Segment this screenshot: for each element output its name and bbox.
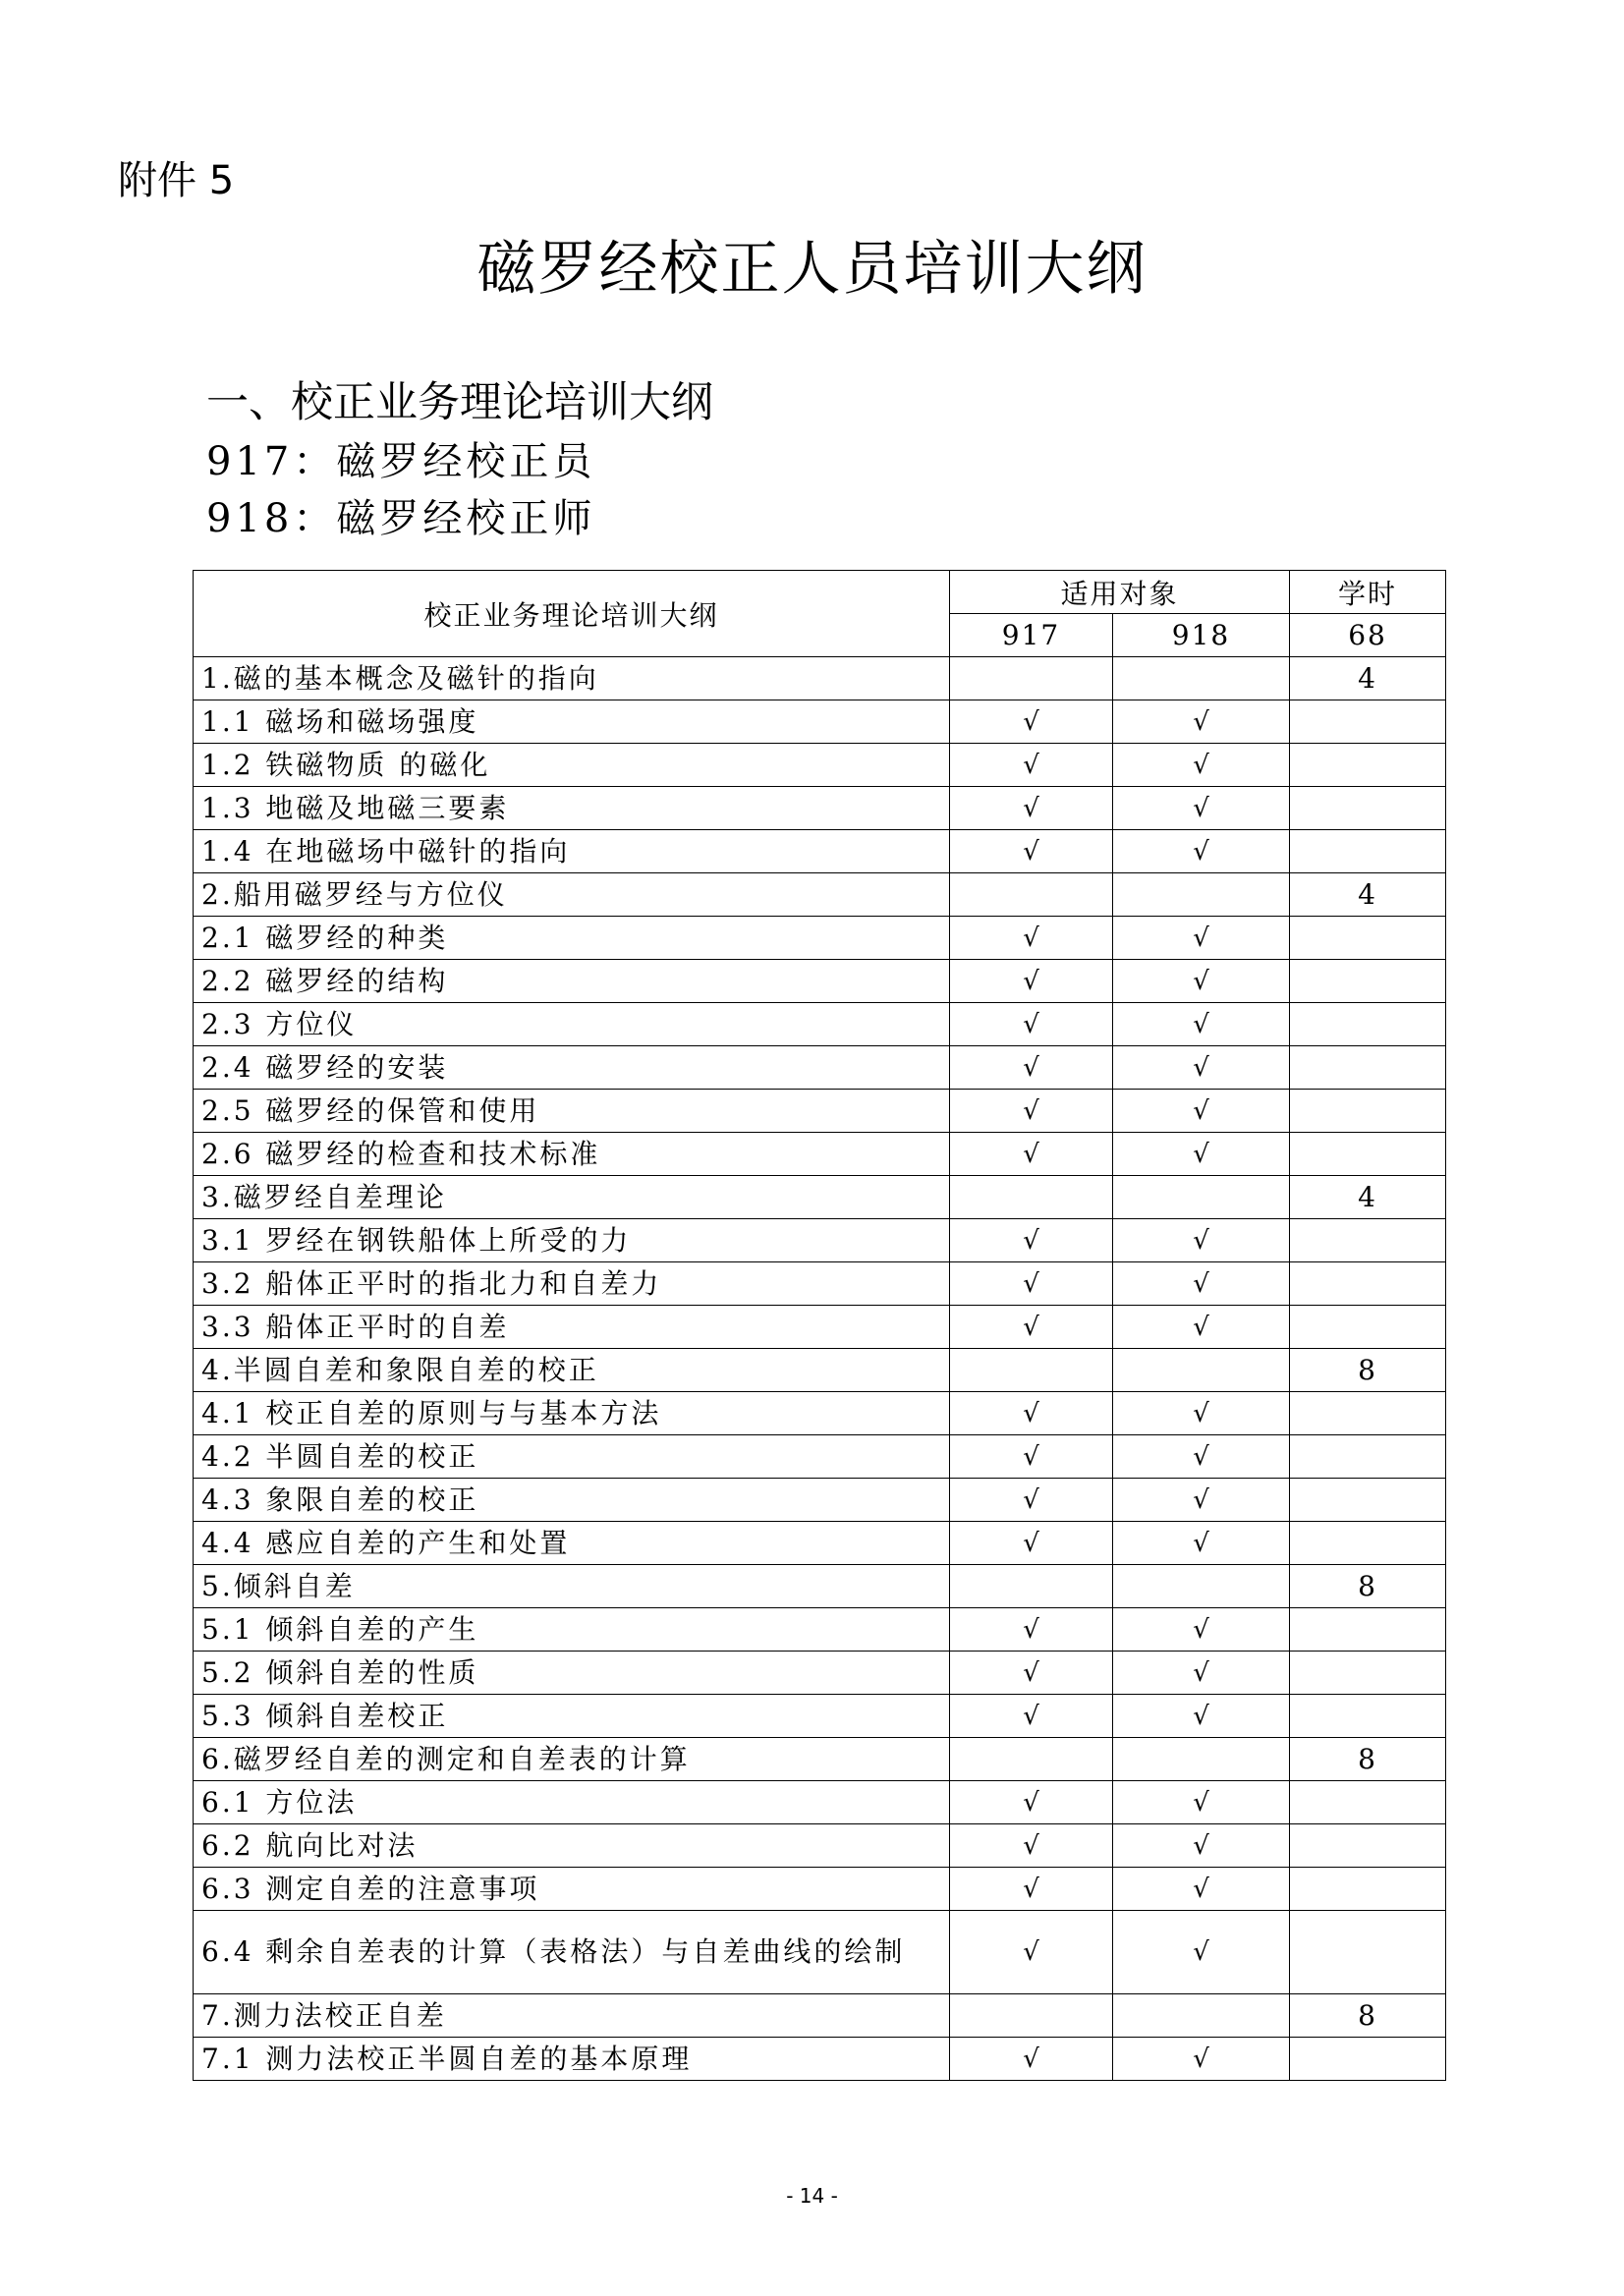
cell-918: √	[1113, 1046, 1290, 1090]
hours-cell	[1290, 1695, 1446, 1738]
cell-917	[950, 1738, 1113, 1781]
cell-917: √	[950, 1695, 1113, 1738]
hours-cell	[1290, 1781, 1446, 1824]
topic-cell: 2.船用磁罗经与方位仪	[194, 873, 950, 917]
hours-cell: 4	[1290, 1176, 1446, 1219]
document-title: 磁罗经校正人员培训大纲	[476, 235, 1148, 304]
cell-918	[1113, 1738, 1290, 1781]
topic-cell: 1.2 铁磁物质 的磁化	[194, 744, 950, 787]
page-number: - 14 -	[786, 2184, 838, 2208]
hours-cell	[1290, 700, 1446, 744]
cell-918: √	[1113, 744, 1290, 787]
header-hours: 学时	[1290, 571, 1446, 614]
cell-918: √	[1113, 1392, 1290, 1435]
cell-917: √	[950, 1781, 1113, 1824]
cell-918: √	[1113, 1652, 1290, 1695]
cell-918: √	[1113, 917, 1290, 960]
cell-918: √	[1113, 1695, 1290, 1738]
table-row	[194, 960, 1446, 1003]
cell-917: √	[950, 1392, 1113, 1435]
cell-918: √	[1113, 1003, 1290, 1046]
hours-cell	[1290, 1608, 1446, 1652]
hours-cell: 8	[1290, 1349, 1446, 1392]
topic-cell: 6.1 方位法	[194, 1781, 950, 1824]
cell-918: √	[1113, 1435, 1290, 1479]
table-row	[194, 830, 1446, 873]
table-row	[194, 873, 1446, 917]
cell-918: √	[1113, 1608, 1290, 1652]
cell-917: √	[950, 2038, 1113, 2081]
cell-917: √	[950, 830, 1113, 873]
topic-cell: 1.3 地磁及地磁三要素	[194, 787, 950, 830]
hours-cell: 8	[1290, 1565, 1446, 1608]
hours-cell	[1290, 1522, 1446, 1565]
topic-cell: 2.4 磁罗经的安装	[194, 1046, 950, 1090]
table-row	[194, 1003, 1446, 1046]
topic-cell: 5.3 倾斜自差校正	[194, 1695, 950, 1738]
table-row	[194, 1824, 1446, 1868]
topic-cell: 6.2 航向比对法	[194, 1824, 950, 1868]
hours-cell	[1290, 830, 1446, 873]
cell-917	[950, 1565, 1113, 1608]
cell-918: √	[1113, 1219, 1290, 1262]
table-row	[194, 787, 1446, 830]
cell-918: √	[1113, 2038, 1290, 2081]
hours-cell	[1290, 917, 1446, 960]
topic-cell: 5.2 倾斜自差的性质	[194, 1652, 950, 1695]
table-row	[194, 1652, 1446, 1695]
topic-cell: 1.4 在地磁场中磁针的指向	[194, 830, 950, 873]
hours-cell	[1290, 1262, 1446, 1306]
cell-917: √	[950, 1003, 1113, 1046]
hours-cell: 4	[1290, 873, 1446, 917]
topic-cell: 1.磁的基本概念及磁针的指向	[194, 657, 950, 700]
syllabus-table	[193, 570, 1446, 2081]
topic-cell: 3.3 船体正平时的自差	[194, 1306, 950, 1349]
topic-cell: 4.4 感应自差的产生和处置	[194, 1522, 950, 1565]
cell-918: √	[1113, 960, 1290, 1003]
hours-cell	[1290, 960, 1446, 1003]
cell-918: √	[1113, 700, 1290, 744]
cell-917: √	[950, 1824, 1113, 1868]
table-row	[194, 700, 1446, 744]
table-row	[194, 1911, 1446, 1994]
cell-918	[1113, 1349, 1290, 1392]
topic-cell: 4.半圆自差和象限自差的校正	[194, 1349, 950, 1392]
hours-cell	[1290, 1868, 1446, 1911]
cell-917: √	[950, 744, 1113, 787]
cell-918: √	[1113, 1911, 1290, 1994]
cell-917: √	[950, 1046, 1113, 1090]
hours-cell	[1290, 1479, 1446, 1522]
section-heading: 一、校正业务理论培训大纲	[206, 378, 713, 427]
hours-cell	[1290, 1392, 1446, 1435]
cell-917	[950, 1176, 1113, 1219]
header-applicable: 适用对象	[950, 571, 1290, 614]
topic-cell: 4.3 象限自差的校正	[194, 1479, 950, 1522]
table-row	[194, 2038, 1446, 2081]
table-row	[194, 1262, 1446, 1306]
cell-918: √	[1113, 1522, 1290, 1565]
cell-917: √	[950, 1652, 1113, 1695]
hours-cell: 8	[1290, 1994, 1446, 2038]
cell-917: √	[950, 1608, 1113, 1652]
table-row	[194, 1565, 1446, 1608]
table-row	[194, 1219, 1446, 1262]
hours-cell	[1290, 1435, 1446, 1479]
table-row	[194, 1479, 1446, 1522]
table-row	[194, 1046, 1446, 1090]
cell-917: √	[950, 1090, 1113, 1133]
topic-cell: 7.测力法校正自差	[194, 1994, 950, 2038]
hours-cell	[1290, 1911, 1446, 1994]
table-row	[194, 1349, 1446, 1392]
cell-917: √	[950, 700, 1113, 744]
topic-cell: 1.1 磁场和磁场强度	[194, 700, 950, 744]
hours-cell	[1290, 2038, 1446, 2081]
hours-cell	[1290, 1003, 1446, 1046]
table-row	[194, 917, 1446, 960]
table-row	[194, 1738, 1446, 1781]
hours-cell: 4	[1290, 657, 1446, 700]
cell-917: √	[950, 1262, 1113, 1306]
cell-918	[1113, 1176, 1290, 1219]
hours-cell	[1290, 1046, 1446, 1090]
table-row	[194, 744, 1446, 787]
hours-cell	[1290, 787, 1446, 830]
header-918: 918	[1113, 614, 1290, 657]
topic-cell: 4.1 校正自差的原则与与基本方法	[194, 1392, 950, 1435]
hours-cell	[1290, 1306, 1446, 1349]
hours-cell	[1290, 744, 1446, 787]
topic-cell: 2.3 方位仪	[194, 1003, 950, 1046]
table-row	[194, 1695, 1446, 1738]
table-row	[194, 1608, 1446, 1652]
cell-917: √	[950, 1911, 1113, 1994]
cell-917: √	[950, 1306, 1113, 1349]
header-917: 917	[950, 614, 1113, 657]
topic-cell: 6.3 测定自差的注意事项	[194, 1868, 950, 1911]
topic-cell: 5.倾斜自差	[194, 1565, 950, 1608]
cell-917: √	[950, 1479, 1113, 1522]
topic-cell: 2.6 磁罗经的检查和技术标准	[194, 1133, 950, 1176]
cell-917: √	[950, 1219, 1113, 1262]
cell-918: √	[1113, 1133, 1290, 1176]
cell-918	[1113, 1565, 1290, 1608]
syllabus-body	[194, 657, 1446, 2081]
cell-917	[950, 1349, 1113, 1392]
cell-918	[1113, 657, 1290, 700]
cell-918	[1113, 1994, 1290, 2038]
code-918-description: 918：磁罗经校正师	[206, 496, 596, 541]
cell-918: √	[1113, 1090, 1290, 1133]
topic-cell: 6.磁罗经自差的测定和自差表的计算	[194, 1738, 950, 1781]
cell-918: √	[1113, 787, 1290, 830]
hours-cell	[1290, 1133, 1446, 1176]
topic-cell: 6.4 剩余自差表的计算（表格法）与自差曲线的绘制	[194, 1911, 950, 1994]
cell-918: √	[1113, 1479, 1290, 1522]
cell-917: √	[950, 960, 1113, 1003]
cell-917: √	[950, 1522, 1113, 1565]
cell-918: √	[1113, 1262, 1290, 1306]
topic-cell: 5.1 倾斜自差的产生	[194, 1608, 950, 1652]
cell-918: √	[1113, 1868, 1290, 1911]
hours-cell	[1290, 1219, 1446, 1262]
table-row	[194, 1435, 1446, 1479]
topic-cell: 2.5 磁罗经的保管和使用	[194, 1090, 950, 1133]
table-row	[194, 1868, 1446, 1911]
attachment-label: 附件 5	[118, 158, 235, 203]
cell-917: √	[950, 917, 1113, 960]
table-row	[194, 1306, 1446, 1349]
topic-cell: 2.2 磁罗经的结构	[194, 960, 950, 1003]
cell-918: √	[1113, 1306, 1290, 1349]
hours-cell	[1290, 1824, 1446, 1868]
table-row	[194, 1090, 1446, 1133]
cell-917: √	[950, 1868, 1113, 1911]
table-row	[194, 1994, 1446, 2038]
table-row	[194, 1133, 1446, 1176]
topic-cell: 4.2 半圆自差的校正	[194, 1435, 950, 1479]
code-917-description: 917：磁罗经校正员	[206, 439, 596, 484]
topic-cell: 3.磁罗经自差理论	[194, 1176, 950, 1219]
header-total-hours: 68	[1290, 614, 1446, 657]
cell-918: √	[1113, 1824, 1290, 1868]
topic-cell: 3.2 船体正平时的指北力和自差力	[194, 1262, 950, 1306]
cell-918: √	[1113, 1781, 1290, 1824]
hours-cell	[1290, 1090, 1446, 1133]
cell-918	[1113, 873, 1290, 917]
cell-917: √	[950, 787, 1113, 830]
cell-917: √	[950, 1435, 1113, 1479]
cell-917	[950, 873, 1113, 917]
table-row	[194, 1522, 1446, 1565]
table-row	[194, 1781, 1446, 1824]
table-row	[194, 657, 1446, 700]
hours-cell	[1290, 1652, 1446, 1695]
table-row	[194, 1176, 1446, 1219]
topic-cell: 2.1 磁罗经的种类	[194, 917, 950, 960]
topic-cell: 3.1 罗经在钢铁船体上所受的力	[194, 1219, 950, 1262]
table-row	[194, 1392, 1446, 1435]
cell-917	[950, 1994, 1113, 2038]
hours-cell: 8	[1290, 1738, 1446, 1781]
cell-917	[950, 657, 1113, 700]
header-topic: 校正业务理论培训大纲	[194, 571, 950, 657]
cell-917: √	[950, 1133, 1113, 1176]
topic-cell: 7.1 测力法校正半圆自差的基本原理	[194, 2038, 950, 2081]
cell-918: √	[1113, 830, 1290, 873]
